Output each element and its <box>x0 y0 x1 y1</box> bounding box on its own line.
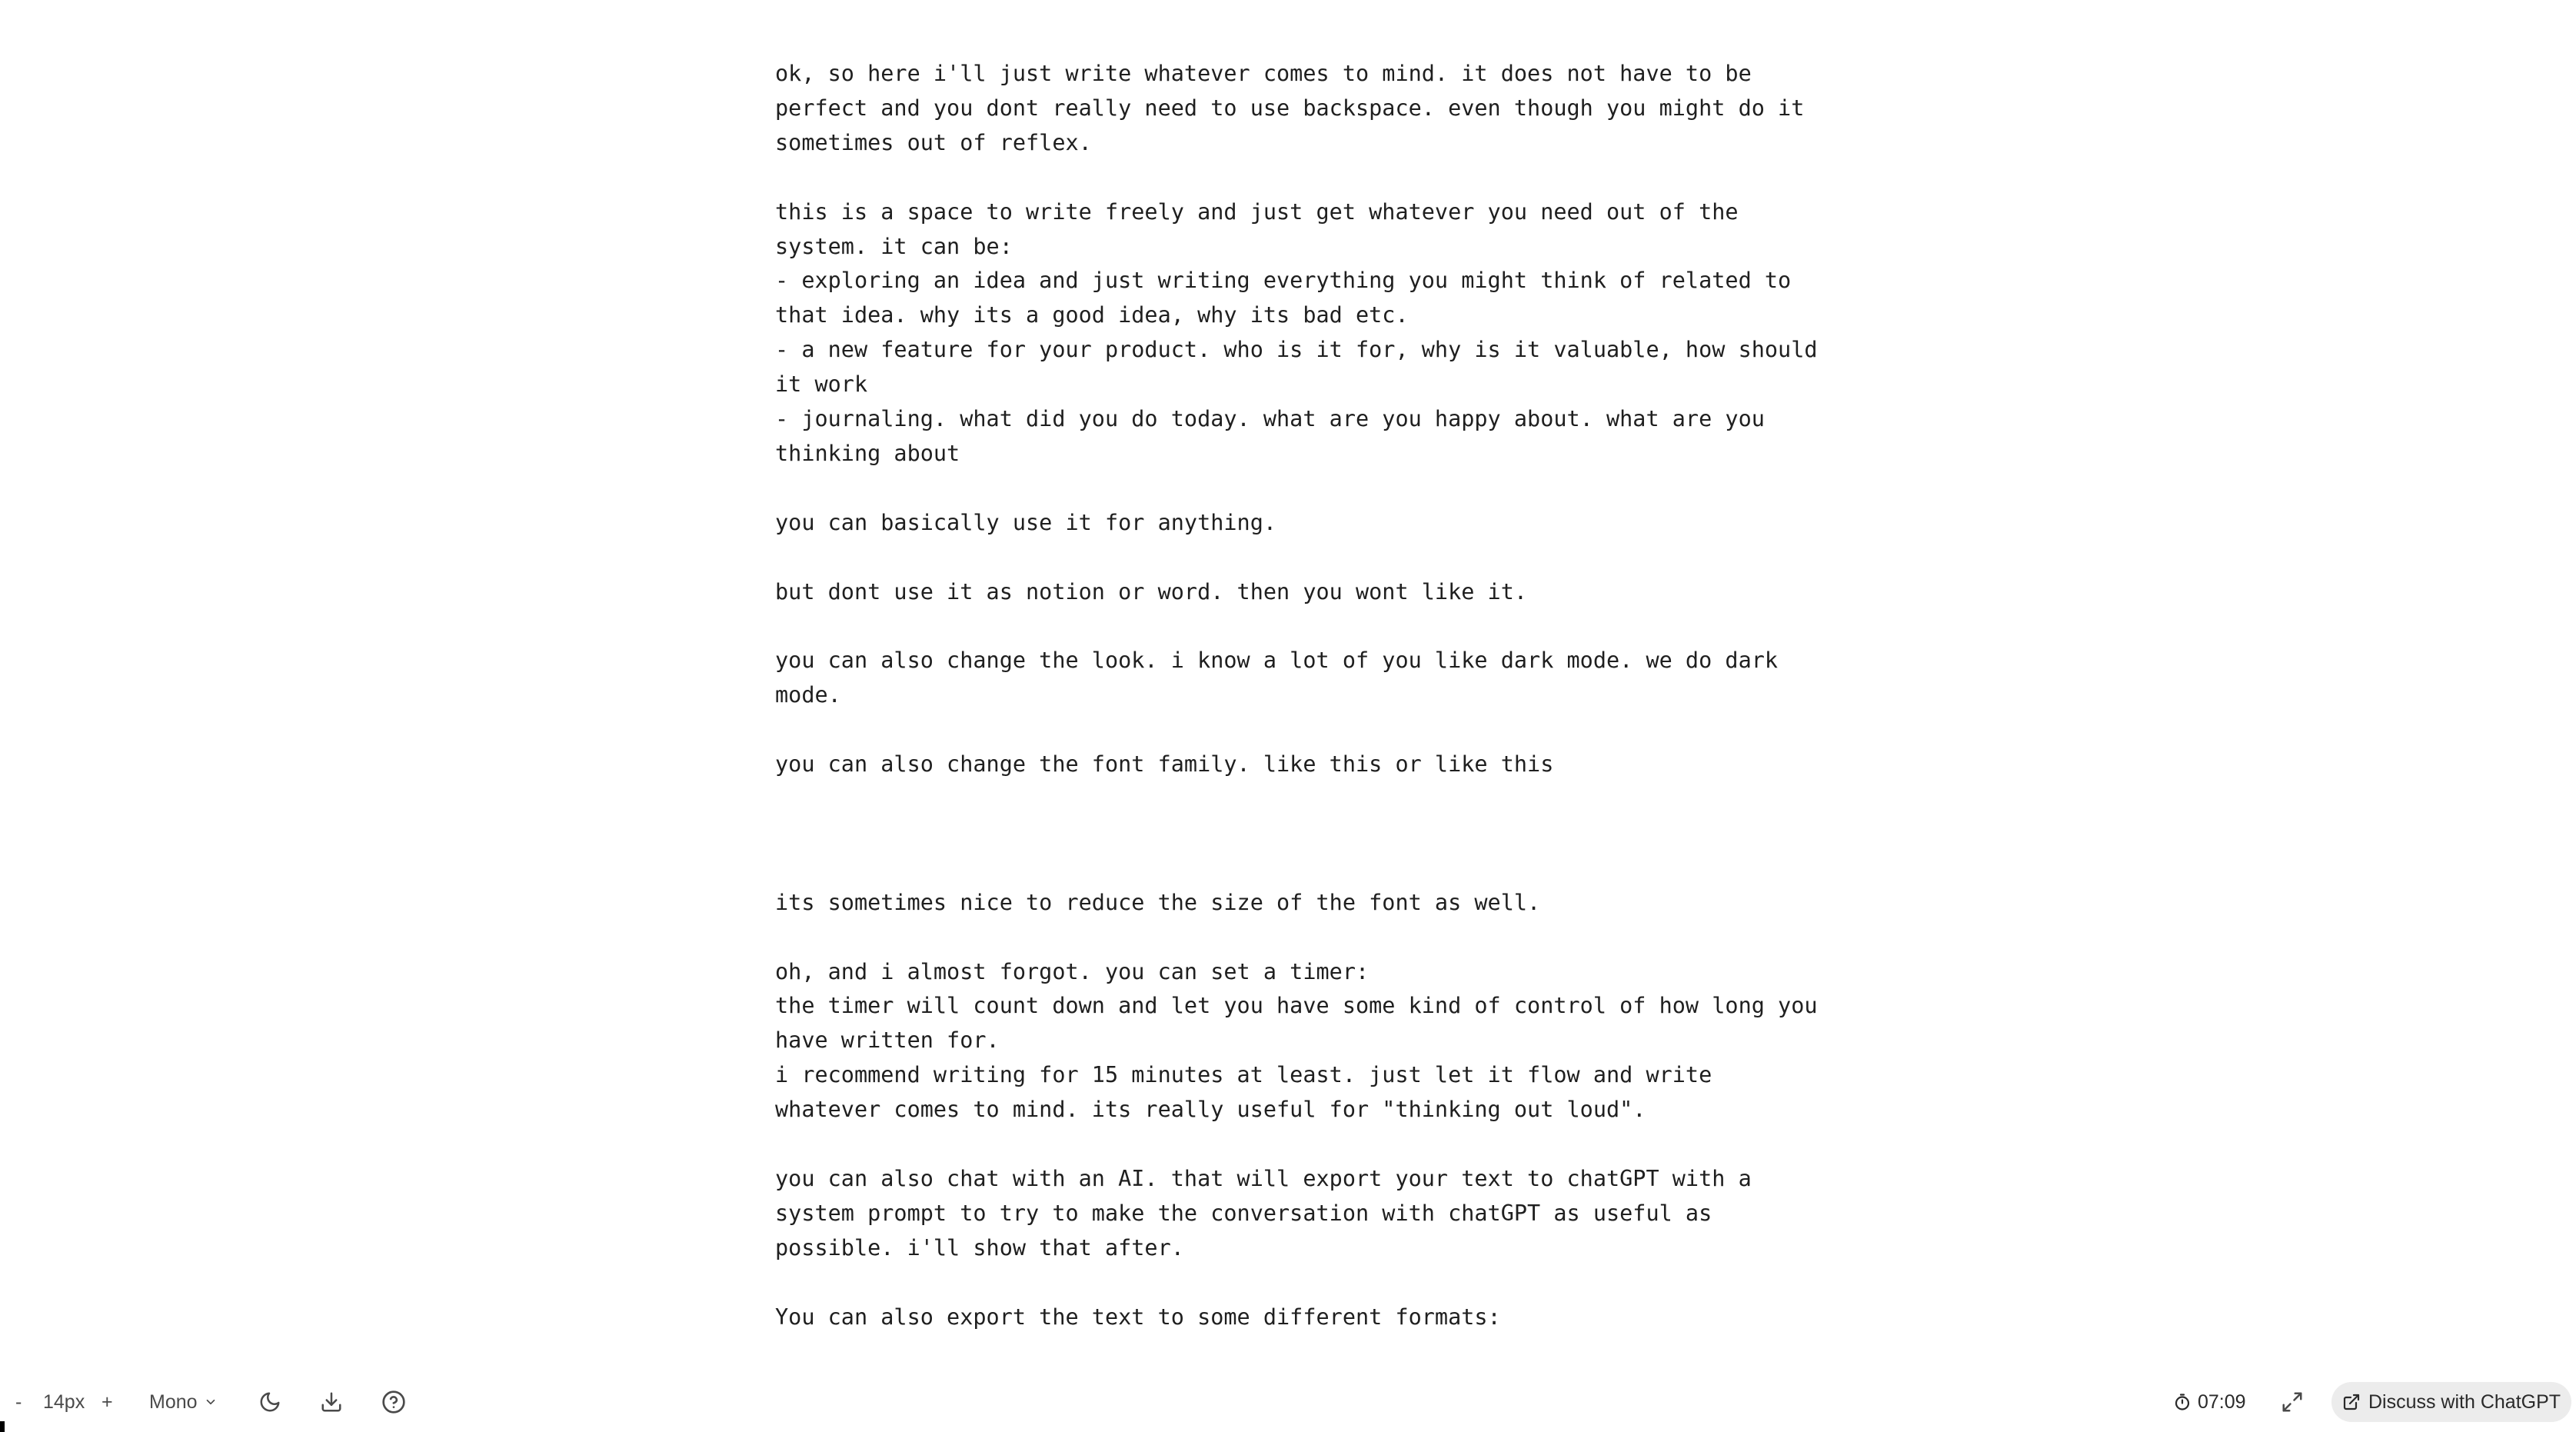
expand-icon <box>2281 1390 2304 1414</box>
timer-value: 07:09 <box>2198 1390 2246 1413</box>
dark-mode-toggle[interactable] <box>258 1377 281 1427</box>
font-size-increase-button[interactable]: + <box>102 1390 113 1413</box>
moon-icon <box>258 1390 281 1414</box>
external-link-icon <box>2342 1393 2361 1411</box>
chat-button-label: Discuss with ChatGPT <box>2368 1390 2561 1413</box>
writing-editor[interactable] <box>775 57 1844 1357</box>
font-family-select[interactable] <box>149 1377 218 1427</box>
timer-button[interactable] <box>2173 1377 2246 1427</box>
export-button[interactable] <box>320 1377 343 1427</box>
fullscreen-button[interactable] <box>2281 1377 2304 1427</box>
timer-icon <box>2173 1393 2192 1411</box>
help-button[interactable] <box>381 1377 406 1427</box>
discuss-with-chatgpt-button[interactable] <box>2331 1382 2571 1422</box>
editor-text[interactable]: ok, so here i'll just write whatever comes to mind. it does not have to be perfect and you dont really need to use backspace. even though you might do it sometimes out of reflex. this is a space to write freely and just get whatever you need out of the system. it can be: - exploring an idea and just writing everything you might think of related to that idea. why its a good idea, why its bad etc. - a new feature for your product. who is it for, why is it valuable, how should it work - journaling. what did you do today. what are you happy about. what are you thinking about you can basically use it for anything. but dont use it as notion or word. then you wont like it. you can also change the look. i know a lot of you like dark mode. we do dark mode. you can also change the font family. like this or like this its sometimes nice to reduce the size of the font as well. oh, and i almost forgot. you can set a timer: the timer will count down and let you have some kind of control of how long you have written for. i recommend writing for 15 minutes at least. just let it flow and write whatever comes to mind. its really useful for "thinking out loud". you can also chat with an AI. that will export your text to chatGPT with a system prompt to try to make the conversation with chatGPT as useful as possible. i'll show that after. You can also export the text to some different formats: <box>775 61 1818 1330</box>
font-size-value[interactable]: 14px <box>43 1390 85 1413</box>
help-circle-icon <box>381 1390 406 1414</box>
font-family-label: Mono <box>149 1390 198 1413</box>
mouse-cursor <box>0 1421 5 1432</box>
bottom-toolbar <box>0 1377 2576 1427</box>
chevron-down-icon <box>204 1395 218 1409</box>
download-icon <box>320 1390 343 1414</box>
font-size-decrease-button[interactable]: - <box>15 1390 22 1413</box>
